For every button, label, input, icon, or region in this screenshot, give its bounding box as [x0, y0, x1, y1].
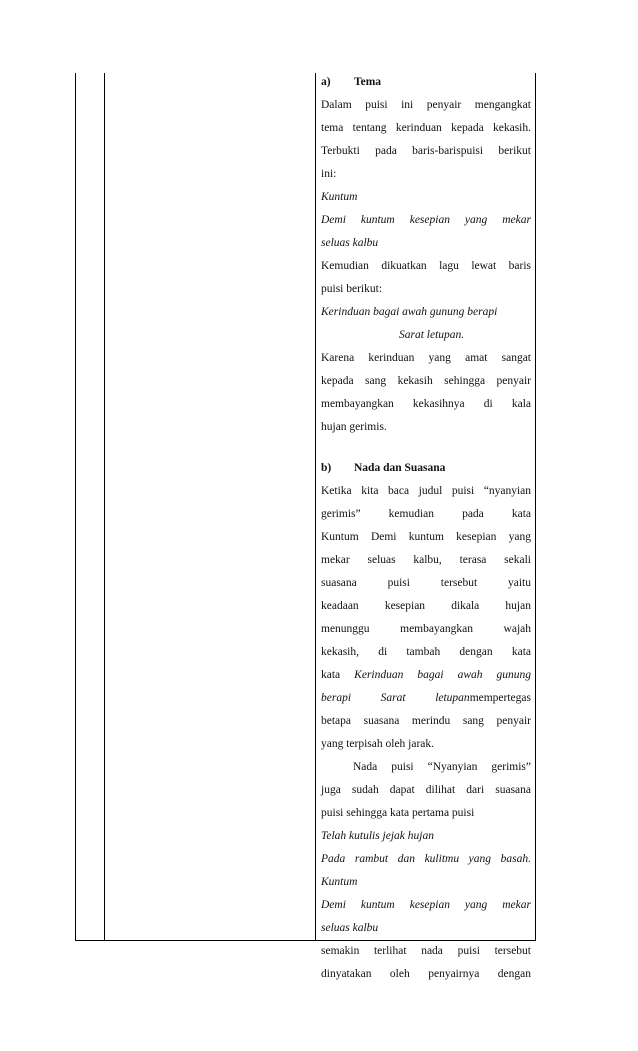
- paragraph-line: puisi sehingga kata pertama puisi: [321, 807, 475, 819]
- paragraph-line: gerimis” kemudian pada kata: [321, 508, 531, 520]
- paragraph-line: juga sudah dapat dilihat dari suasana: [321, 784, 531, 796]
- poem-line: Kuntum: [321, 191, 358, 203]
- poem-line: Demi kuntum kesepian yang mekar: [321, 214, 531, 226]
- poem-line: Telah kutulis jejak hujan: [321, 830, 434, 842]
- table-column-divider-1: [104, 73, 105, 941]
- paragraph-line: ini:: [321, 168, 337, 180]
- section-a-title: Tema: [354, 76, 382, 88]
- mixed-line: [321, 667, 531, 683]
- paragraph-text: mempertegas: [469, 692, 531, 704]
- paragraph-line: membayangkan kekasihnya di kala: [321, 398, 531, 410]
- poem-line: seluas kalbu: [321, 922, 379, 934]
- poem-fragment: Kerinduan bagai awah gunung: [354, 669, 532, 681]
- poem-fragment: letupan: [435, 692, 470, 704]
- paragraph-line: kepada sang kekasih sehingga penyair: [321, 375, 531, 387]
- paragraph-line: Kuntum Demi kuntum kesepian yang: [321, 531, 531, 543]
- paragraph-line: Nada puisi “Nyanyian gerimis”: [353, 761, 531, 773]
- table-right-border: [535, 73, 536, 941]
- section-b-title: Nada dan Suasana: [354, 462, 446, 474]
- poem-line: Kerinduan bagai awah gunung berapi: [321, 306, 498, 318]
- paragraph-line: yang terpisah oleh jarak.: [321, 738, 435, 750]
- section-a-heading: [321, 74, 531, 90]
- section-a-number: a): [321, 76, 331, 88]
- poem-line: Sarat letupan.: [399, 329, 465, 341]
- paragraph-line: semakin terlihat nada puisi tersebut: [321, 945, 531, 957]
- paragraph-text: kata: [321, 669, 341, 681]
- paragraph-line: dinyatakan oleh penyairnya dengan: [321, 968, 531, 980]
- poem-line: seluas kalbu: [321, 237, 379, 249]
- paragraph-line: betapa suasana merindu sang penyair: [321, 715, 531, 727]
- paragraph-line: hujan gerimis.: [321, 421, 387, 433]
- section-b-number: b): [321, 462, 332, 474]
- table-bottom-border: [75, 940, 536, 941]
- paragraph-line: suasana puisi tersebut yaitu: [321, 577, 531, 589]
- poem-line: Demi kuntum kesepian yang mekar: [321, 899, 531, 911]
- section-b-heading: [321, 460, 531, 476]
- table-column-divider-2: [315, 73, 316, 941]
- mixed-line: [321, 690, 531, 706]
- poem-line: Kuntum: [321, 876, 358, 888]
- poem-fragment: berapi Sarat: [321, 692, 406, 704]
- paragraph-line: Terbukti pada baris-barispuisi berikut: [321, 145, 531, 157]
- paragraph-line: kekasih, di tambah dengan kata: [321, 646, 531, 658]
- poem-line: Pada rambut dan kulitmu yang basah.: [321, 853, 531, 865]
- paragraph-line: keadaan kesepian dikala hujan: [321, 600, 531, 612]
- paragraph-line: Dalam puisi ini penyair mengangkat: [321, 99, 531, 111]
- paragraph-line: Kemudian dikuatkan lagu lewat baris: [321, 260, 531, 272]
- paragraph-line: mekar seluas kalbu, terasa sekali: [321, 554, 531, 566]
- paragraph-line: Ketika kita baca judul puisi “nyanyian: [321, 485, 531, 497]
- paragraph-line: Karena kerinduan yang amat sangat: [321, 352, 531, 364]
- paragraph-line: puisi berikut:: [321, 283, 383, 295]
- paragraph-line: menunggu membayangkan wajah: [321, 623, 531, 635]
- paragraph-line: tema tentang kerinduan kepada kekasih.: [321, 122, 531, 134]
- table-left-border: [75, 73, 76, 941]
